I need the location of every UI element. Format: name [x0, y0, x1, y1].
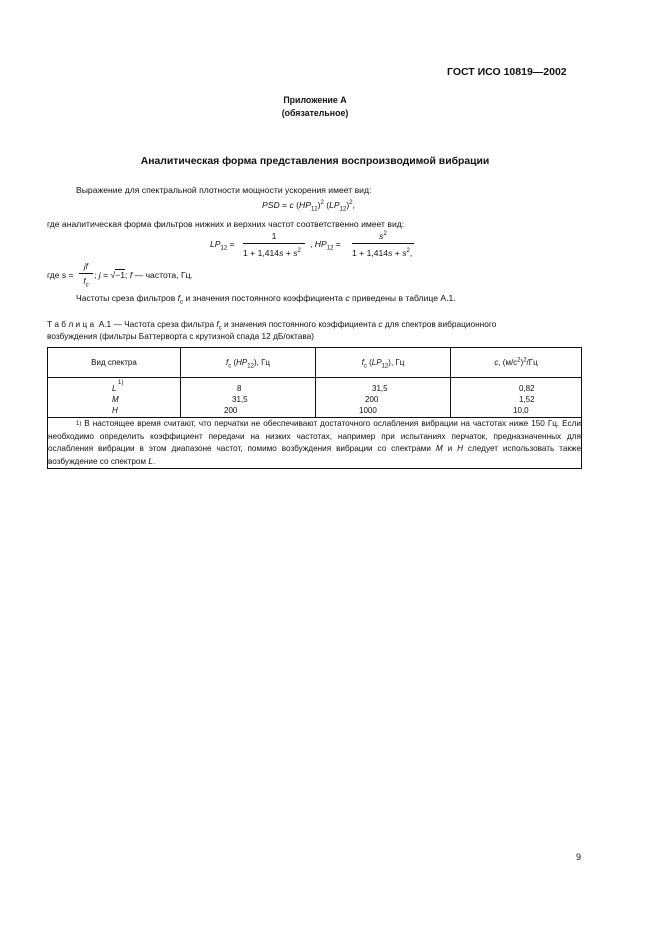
- col-spectrum: [48, 378, 181, 418]
- lp-M: 200: [365, 395, 379, 404]
- col-fc-hp: [181, 378, 316, 418]
- spectrum-L: L: [112, 384, 117, 393]
- hp-label: , $HP_{12}$ =: [310, 239, 341, 252]
- where-prefix: где s =: [47, 270, 74, 280]
- where-denominator: $f_c$: [83, 277, 89, 289]
- table-footnote: $^{1)}$ В настоящее время считают, что перчатки не обеспечивают достаточного ослабления вибрации на частотах ниже 150 Гц. Если необходимо определить коэффициент передачи на низких частотах, например при испытаниях перчаток, предназначенных для ослабления вибрации в этом диапазоне частот, помимо возбуждения вибрации со спектрами M и H следует использовать также возбуждение со спектром L.: [48, 418, 582, 469]
- spectrum-M: M: [112, 395, 119, 404]
- page-number: 9: [576, 852, 582, 862]
- col-c: [451, 378, 582, 418]
- appendix-title: Приложение А: [283, 95, 347, 105]
- spectrum-H: H: [112, 406, 118, 415]
- lp-L: 31,5: [372, 384, 388, 393]
- c-H: 10,0: [513, 406, 529, 415]
- where-suffix: ; j = √−1; f — частота, Гц.: [94, 270, 193, 280]
- hp-M: 31,5: [232, 395, 248, 404]
- hp-numerator: $s^2$: [379, 231, 387, 241]
- psd-formula: PSD = c $(HP_{12})^2$ $(LP_{12})^2$,: [262, 200, 355, 213]
- paragraph-psd-intro: Выражение для спектральной плотности мощности ускорения имеет вид:: [76, 185, 372, 195]
- hp-H: 200: [224, 406, 238, 415]
- col-fc-lp: [316, 378, 451, 418]
- c-L: 0,82: [519, 384, 535, 393]
- hp-L: 8: [237, 384, 242, 393]
- spectrum-L-note: 1): [118, 380, 124, 386]
- lp-numerator: 1: [271, 231, 277, 241]
- spectrum-table: [47, 347, 582, 469]
- lp-denominator: $1 + 1,414s + s^2$: [243, 248, 301, 258]
- c-M: 1,52: [519, 395, 535, 404]
- table-footnote-row: [48, 418, 582, 469]
- lp-label: $LP_{12}$ =: [210, 239, 235, 252]
- header-spectrum: Вид спектра: [48, 348, 181, 378]
- lp-H: 1000: [359, 406, 377, 415]
- header-fc-hp: $f_c$ $(HP_{12})$, Гц: [181, 348, 316, 378]
- where-numerator: jf: [84, 262, 88, 271]
- table-caption-line1: Т а б л и ц а А.1 — Частота среза фильтра $f_c$ и значения постоянного коэффициента c для спектров вибрационного: [47, 319, 497, 332]
- table-header-row: [48, 348, 582, 378]
- table-body-row: [48, 378, 582, 418]
- hp-fraction-bar: [352, 243, 414, 244]
- header-fc-lp: $f_c$ $(LP_{12})$, Гц: [316, 348, 451, 378]
- appendix-status: (обязательное): [281, 108, 349, 118]
- where-fraction-bar: [79, 273, 93, 274]
- lp-fraction-bar: [243, 243, 305, 244]
- paragraph-filters-intro: где аналитическая форма фильтров нижних и верхних частот соответственно имеет вид:: [47, 219, 405, 229]
- header-c: c, $(м/с^2)^2/Гц$: [451, 348, 582, 378]
- table-caption-line2: возбуждения (фильтры Баттерворта с крутизной спада 12 дБ/октава): [47, 331, 315, 341]
- section-title: Аналитическая форма представления воспроизводимой вибрации: [140, 156, 490, 167]
- document-code: ГОСТ ИСО 10819—2002: [447, 66, 567, 78]
- hp-denominator: $1 + 1,414s + s^2$,: [352, 248, 413, 258]
- paragraph-table-ref: Частоты среза фильтров $f_c$ и значения постоянного коэффициента c приведены в таблице А.1.: [76, 293, 456, 306]
- footnote-mark: 1): [76, 421, 82, 427]
